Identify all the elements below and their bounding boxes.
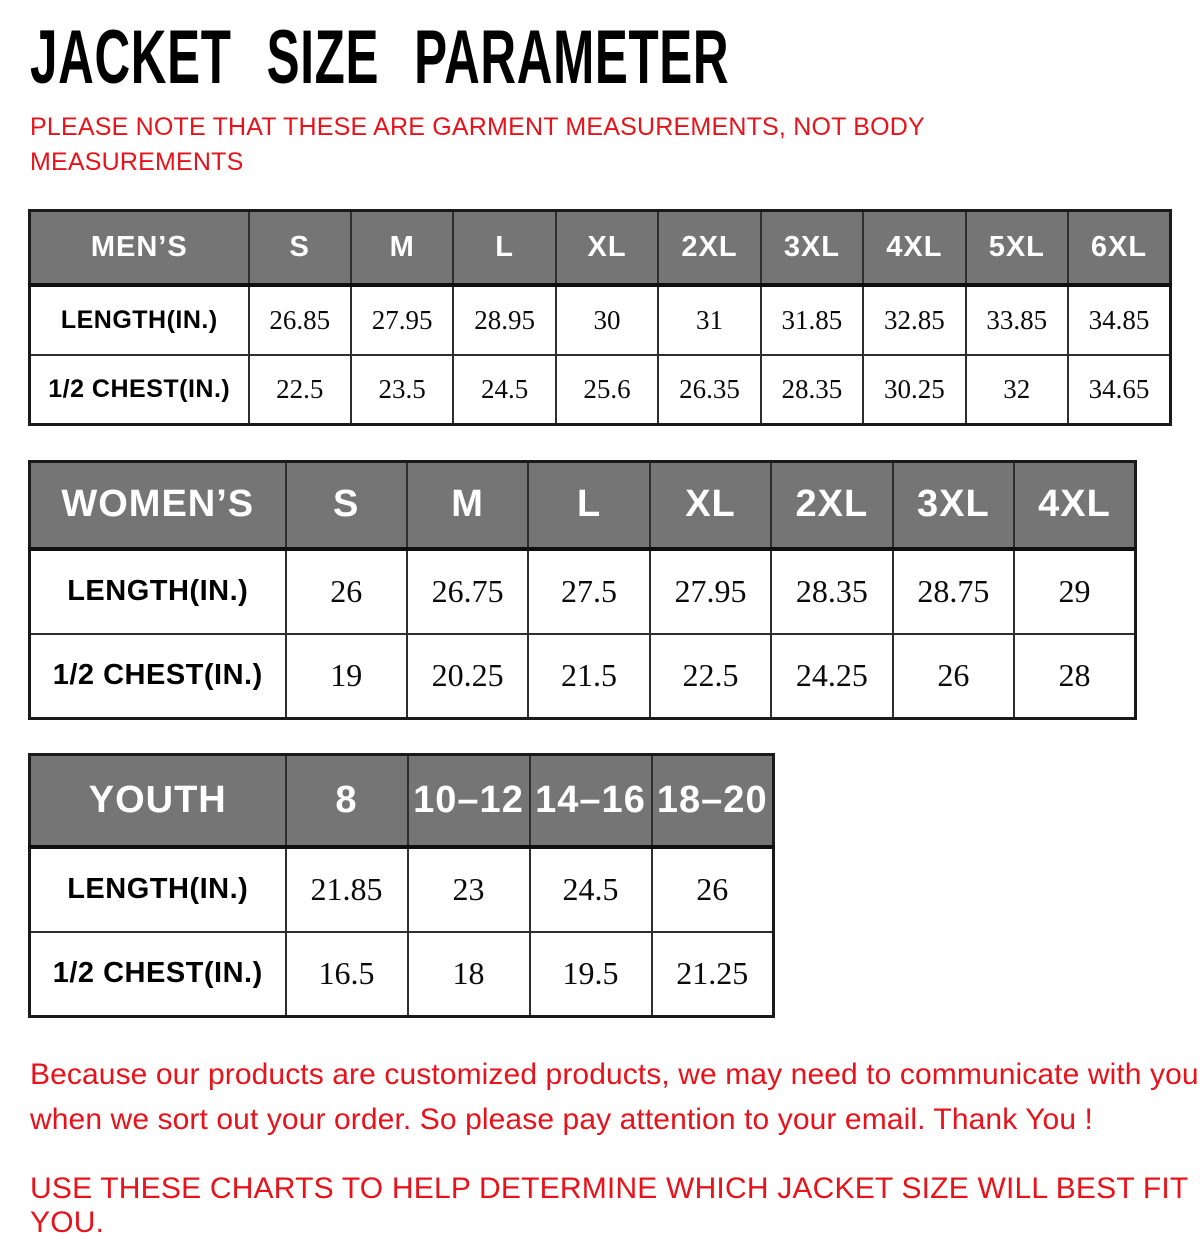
youth-size-table [28, 753, 775, 1018]
measurement-row-label: LENGTH(IN.) [30, 847, 286, 932]
measurement-value: 23.5 [351, 355, 453, 425]
measurement-value: 20.25 [407, 634, 528, 719]
garment-measurement-note [30, 110, 1200, 179]
size-column-header: 2XL [771, 462, 892, 549]
mens-size-table [28, 209, 1172, 426]
page-title-text: JACKET SIZE PARAMETER [30, 15, 730, 100]
measurement-row [30, 932, 774, 1017]
size-column-header: L [528, 462, 649, 549]
measurement-row-label: 1/2 CHEST(IN.) [30, 355, 249, 425]
measurement-value: 34.65 [1068, 355, 1171, 425]
note-line-2: MEASUREMENTS [30, 147, 244, 176]
measurement-value: 26 [893, 634, 1014, 719]
measurement-value: 31.85 [761, 285, 863, 355]
size-column-header: 18–20 [652, 755, 774, 847]
measurement-value: 32 [966, 355, 1068, 425]
measurement-value: 21.85 [286, 847, 408, 932]
measurement-value: 26.85 [249, 285, 351, 355]
measurement-value: 21.5 [528, 634, 649, 719]
measurement-value: 24.5 [453, 355, 555, 425]
measurement-value: 26.35 [658, 355, 760, 425]
measurement-value: 22.5 [650, 634, 771, 719]
measurement-value: 22.5 [249, 355, 351, 425]
customization-notice [30, 1052, 1200, 1142]
size-column-header: M [407, 462, 528, 549]
measurement-value: 31 [658, 285, 760, 355]
measurement-value: 29 [1014, 549, 1135, 634]
measurement-value: 32.85 [863, 285, 965, 355]
measurement-row [30, 355, 1171, 425]
size-column-header: XL [650, 462, 771, 549]
page-title [30, 15, 1200, 100]
measurement-row-label: 1/2 CHEST(IN.) [30, 634, 286, 719]
measurement-value: 27.95 [650, 549, 771, 634]
size-column-header: 5XL [966, 211, 1068, 285]
mens-header-row [30, 211, 1171, 285]
customization-notice-line-1: Because our products are customized products, we may need to communicate with you [30, 1058, 1199, 1091]
measurement-row-label: LENGTH(IN.) [30, 285, 249, 355]
size-column-header: 4XL [1014, 462, 1135, 549]
measurement-row-label: 1/2 CHEST(IN.) [30, 932, 286, 1017]
womens-size-table [28, 460, 1137, 720]
measurement-value: 24.5 [530, 847, 652, 932]
size-column-header: 6XL [1068, 211, 1171, 285]
measurement-value: 30 [556, 285, 658, 355]
measurement-value: 28.75 [893, 549, 1014, 634]
measurement-value: 18 [408, 932, 530, 1017]
measurement-value: 16.5 [286, 932, 408, 1017]
youth-group-label: YOUTH [30, 755, 286, 847]
womens-header-row [30, 462, 1136, 549]
measurement-value: 27.5 [528, 549, 649, 634]
measurement-value: 33.85 [966, 285, 1068, 355]
size-column-header: S [286, 462, 407, 549]
measurement-value: 19.5 [530, 932, 652, 1017]
size-column-header: 3XL [893, 462, 1014, 549]
measurement-value: 19 [286, 634, 407, 719]
measurement-value: 24.25 [771, 634, 892, 719]
customization-notice-line-2: when we sort out your order. So please pay attention to your email. Thank You ! [30, 1103, 1093, 1136]
measurement-row [30, 285, 1171, 355]
footer-notes [30, 1052, 1200, 1240]
size-column-header: 10–12 [408, 755, 530, 847]
measurement-row [30, 847, 774, 932]
youth-header-row [30, 755, 774, 847]
size-column-header: 2XL [658, 211, 760, 285]
size-column-header: L [453, 211, 555, 285]
measurement-value: 23 [408, 847, 530, 932]
measurement-row-label: LENGTH(IN.) [30, 549, 286, 634]
measurement-value: 26 [286, 549, 407, 634]
measurement-value: 28 [1014, 634, 1135, 719]
measurement-value: 28.35 [761, 355, 863, 425]
measurement-value: 30.25 [863, 355, 965, 425]
size-tables [28, 209, 1200, 1018]
measurement-value: 26.75 [407, 549, 528, 634]
womens-group-label: WOMEN’S [30, 462, 286, 549]
measurement-row [30, 634, 1136, 719]
measurement-value: 34.85 [1068, 285, 1171, 355]
measurement-value: 28.35 [771, 549, 892, 634]
measurement-value: 25.6 [556, 355, 658, 425]
chart-usage-hint: USE THESE CHARTS TO HELP DETERMINE WHICH JACKET SIZE WILL BEST FIT YOU. [30, 1172, 1188, 1239]
measurement-value: 26 [652, 847, 774, 932]
mens-group-label: MEN’S [30, 211, 249, 285]
size-column-header: 14–16 [530, 755, 652, 847]
measurement-value: 27.95 [351, 285, 453, 355]
size-column-header: XL [556, 211, 658, 285]
measurement-value: 28.95 [453, 285, 555, 355]
measurement-value: 21.25 [652, 932, 774, 1017]
size-column-header: S [249, 211, 351, 285]
size-column-header: 8 [286, 755, 408, 847]
size-column-header: 4XL [863, 211, 965, 285]
measurement-row [30, 549, 1136, 634]
size-column-header: M [351, 211, 453, 285]
jacket-size-parameter-page [0, 15, 1200, 1239]
size-column-header: 3XL [761, 211, 863, 285]
note-line-1: PLEASE NOTE THAT THESE ARE GARMENT MEASUREMENTS, NOT BODY [30, 113, 925, 141]
